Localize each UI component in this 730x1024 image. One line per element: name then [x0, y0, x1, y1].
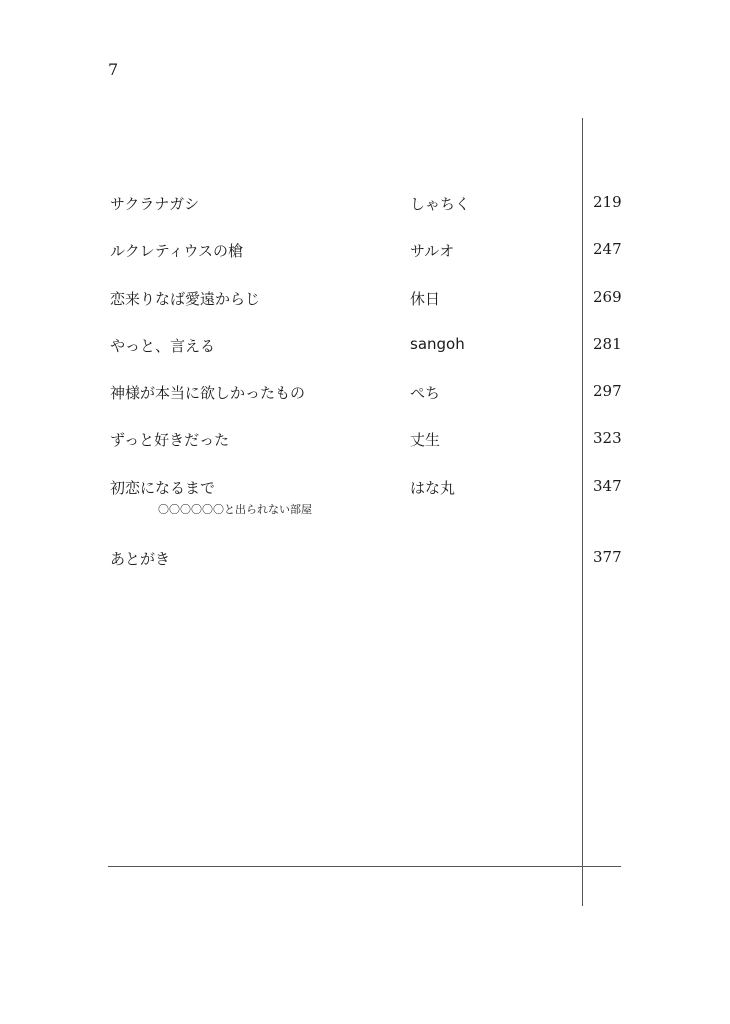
entry-page: 297 [593, 382, 622, 400]
toc-entry [0, 429, 730, 455]
toc-entry [0, 240, 730, 266]
entry-title: やっと、言える [110, 337, 216, 355]
toc-entry [0, 288, 730, 314]
horizontal-rule [108, 866, 621, 867]
entry-title: 恋来りなば愛遠からじ [110, 290, 261, 308]
entry-author: 休日 [410, 290, 441, 308]
entry-title: ずっと好きだった [110, 431, 230, 449]
entry-author: はな丸 [410, 479, 456, 497]
toc-entry [0, 382, 730, 408]
entry-page: 281 [593, 335, 622, 353]
toc-entry [0, 548, 730, 574]
entry-author: sangoh [410, 335, 465, 353]
entry-page: 323 [593, 429, 622, 447]
toc-entry [0, 477, 730, 525]
entry-subtitle: 〇〇〇〇〇〇と出られない部屋 [158, 503, 312, 516]
toc-entry [0, 193, 730, 219]
entry-page: 377 [593, 548, 622, 566]
entry-page: 269 [593, 288, 622, 306]
entry-author: しゃちく [410, 195, 471, 213]
entry-page: 347 [593, 477, 622, 495]
entry-title: 神様が本当に欲しかったもの [110, 384, 306, 402]
entry-title: 初恋になるまで [110, 479, 216, 497]
entry-page: 219 [593, 193, 622, 211]
entry-page: 247 [593, 240, 622, 258]
entry-author: ぺち [410, 384, 441, 402]
entry-title: サクラナガシ [110, 195, 200, 213]
page-number: 7 [108, 60, 119, 79]
entry-title: ルクレティウスの槍 [110, 242, 244, 260]
entry-author: サルオ [410, 242, 455, 260]
entry-author: 丈生 [410, 431, 441, 449]
entry-title: あとがき [110, 550, 171, 568]
toc-entry [0, 335, 730, 361]
